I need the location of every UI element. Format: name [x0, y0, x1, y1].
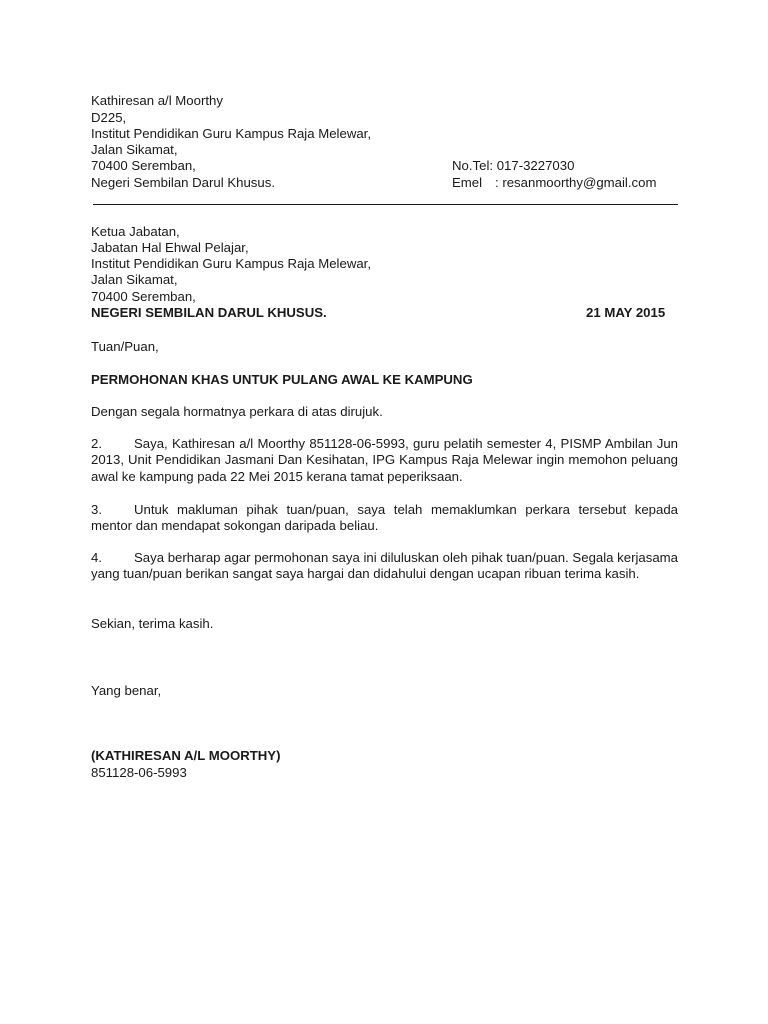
paragraph-2-number: 2. — [91, 436, 102, 451]
recipient-postcode-city: 70400 Seremban, — [91, 289, 196, 304]
recipient-street: Jalan Sikamat, — [91, 272, 178, 287]
opening-line: Dengan segala hormatnya perkara di atas dirujuk. — [91, 404, 383, 419]
sender-email-value: : resanmoorthy@gmail.com — [495, 175, 657, 190]
paragraph-2-text: Saya, Kathiresan a/l Moorthy 851128-06-5993, guru pelatih semester 4, PISMP Ambilan Jun 2013, Unit Pendidikan Jasmani Dan Kesihatan, IPG Kampus Raja Melewar ingin memohon peluang awal ke kampung pada 22 Mei 2015 kerana tamat peperiksaan. — [91, 436, 678, 484]
letter-date: 21 MAY 2015 — [586, 305, 666, 320]
paragraph-3-text: Untuk makluman pihak tuan/puan, saya telah memaklumkan perkara tersebut kepada mentor dan mendapat sokongan daripada beliau. — [91, 502, 678, 534]
recipient-state: NEGERI SEMBILAN DARUL KHUSUS. — [91, 305, 327, 320]
paragraph-4-number: 4. — [91, 550, 102, 565]
paragraph-4 — [91, 550, 678, 583]
recipient-department: Jabatan Hal Ehwal Pelajar, — [91, 240, 249, 255]
sender-state: Negeri Sembilan Darul Khusus. — [91, 175, 275, 190]
recipient-institute: Institut Pendidikan Guru Kampus Raja Melewar, — [91, 256, 372, 271]
signatory-name: (KATHIRESAN A/L MOORTHY) — [91, 748, 281, 763]
sender-email-label: Emel — [452, 175, 483, 190]
recipient-title: Ketua Jabatan, — [91, 224, 180, 239]
closing-line: Sekian, terima kasih. — [91, 616, 214, 631]
sender-room: D225, — [91, 110, 127, 125]
paragraph-2 — [91, 436, 678, 485]
sender-postcode-city: 70400 Seremban, — [91, 158, 196, 173]
sender-name: Kathiresan a/l Moorthy — [91, 93, 223, 108]
signatory-ic: 851128-06-5993 — [91, 765, 187, 780]
sender-institute: Institut Pendidikan Guru Kampus Raja Melewar, — [91, 126, 372, 141]
salutation: Tuan/Puan, — [91, 339, 159, 354]
sender-email — [452, 175, 656, 191]
paragraph-3 — [91, 502, 678, 535]
sender-street: Jalan Sikamat, — [91, 142, 178, 157]
letter-subject: PERMOHONAN KHAS UNTUK PULANG AWAL KE KAMPUNG — [91, 372, 473, 387]
sender-phone: No.Tel: 017-3227030 — [452, 158, 575, 173]
yours-faithfully: Yang benar, — [91, 683, 162, 698]
paragraph-3-number: 3. — [91, 502, 102, 517]
separator-line — [93, 204, 678, 205]
paragraph-4-text: Saya berharap agar permohonan saya ini diluluskan oleh pihak tuan/puan. Segala kerjasama yang tuan/puan berikan sangat saya hargai dan didahului dengan ucapan ribuan terima kasih. — [91, 550, 678, 582]
